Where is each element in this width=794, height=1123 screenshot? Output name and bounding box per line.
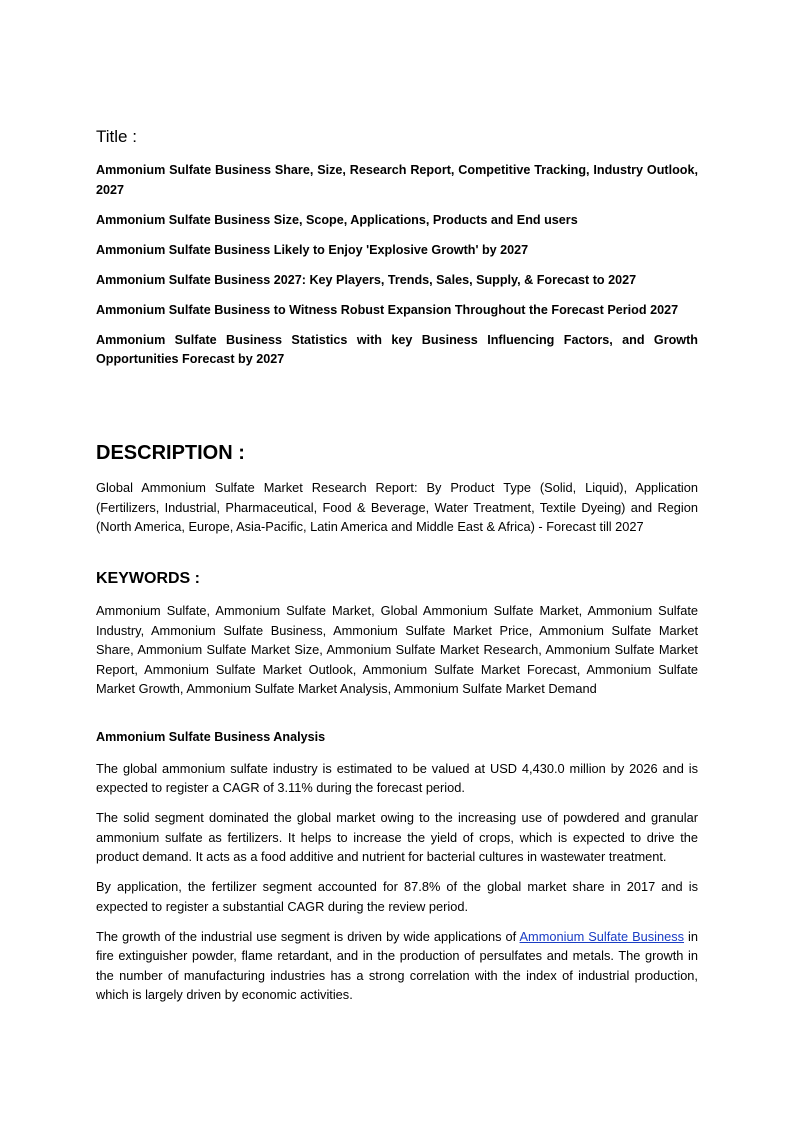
title-item: Ammonium Sulfate Business to Witness Robust Expansion Throughout the Forecast Period 2027 — [96, 302, 679, 317]
title-list — [96, 161, 698, 380]
title-heading: Title : — [96, 127, 137, 146]
analysis-paragraph-2: The solid segment dominated the global market owing to the increasing use of powdered and granular ammonium sulfate as fertilizers. It helps to increase the yield of crops, which is expected to drive the product demand. It acts as a food additive and nutrient for bacterial cultures in wastewater treatment. — [96, 810, 698, 864]
analysis-paragraph-3: By application, the fertilizer segment accounted for 87.8% of the global market share in 2017 and is expected to register a substantial CAGR during the review period. — [96, 879, 698, 914]
analysis-paragraph-4-start: The growth of the industrial use segment is driven by wide applications of — [96, 928, 520, 944]
keywords-section — [96, 601, 698, 699]
analysis-paragraph-4 — [96, 927, 698, 1005]
description-section — [96, 478, 698, 537]
keywords-heading: KEYWORDS : — [96, 570, 200, 587]
description-heading: DESCRIPTION : — [96, 442, 245, 464]
title-item: Ammonium Sulfate Business Likely to Enjoy 'Explosive Growth' by 2027 — [96, 242, 529, 257]
analysis-paragraph-4-end: in fire extinguisher powder, flame retardant, and in the production of persulfates and metals. The growth in the number of manufacturing industries has a strong correlation with the index of industrial production, which is largely driven by economic activities. — [96, 928, 699, 1002]
description-text: Global Ammonium Sulfate Market Research Report: By Product Type (Solid, Liquid), Application (Fertilizers, Industrial, Pharmaceutical, Food & Beverage, Water Treatment, Textile Dyeing) and Region (North America, Europe, Asia-Pacific, Latin America and Middle East & Africa) - Forecast till 2027 — [96, 480, 698, 534]
title-item: Ammonium Sulfate Business Share, Size, Research Report, Competitive Tracking, Industry Outlook, 2027 — [96, 163, 698, 197]
title-item: Ammonium Sulfate Business Size, Scope, Applications, Products and End users — [96, 212, 578, 227]
keywords-text: Ammonium Sulfate, Ammonium Sulfate Market, Global Ammonium Sulfate Market, Ammonium Sulfate Industry, Ammonium Sulfate Business, Ammonium Sulfate Market Price, Ammonium Sulfate Market Share, Ammonium Sulfate Market Size, Ammonium Sulfate Market Research, Ammonium Sulfate Market Report, Ammonium Sulfate Market Outlook, Ammonium Sulfate Market Forecast, Ammonium Sulfate Market Growth, Ammonium Sulfate Market Analysis, Ammonium Sulfate Market Demand — [96, 603, 698, 696]
ammonium-sulfate-business-link[interactable]: Ammonium Sulfate Business — [519, 928, 685, 944]
title-item: Ammonium Sulfate Business Statistics with key Business Influencing Factors, and Growth Opportunities Forecast by 2027 — [96, 332, 698, 366]
analysis-paragraph-1: The global ammonium sulfate industry is estimated to be valued at USD 4,430.0 million by 2026 and is expected to register a CAGR of 3.11% during the forecast period. — [96, 760, 698, 795]
title-item: Ammonium Sulfate Business 2027: Key Players, Trends, Sales, Supply, & Forecast to 2027 — [96, 272, 637, 287]
analysis-section — [96, 728, 698, 1015]
analysis-heading: Ammonium Sulfate Business Analysis — [96, 730, 326, 744]
